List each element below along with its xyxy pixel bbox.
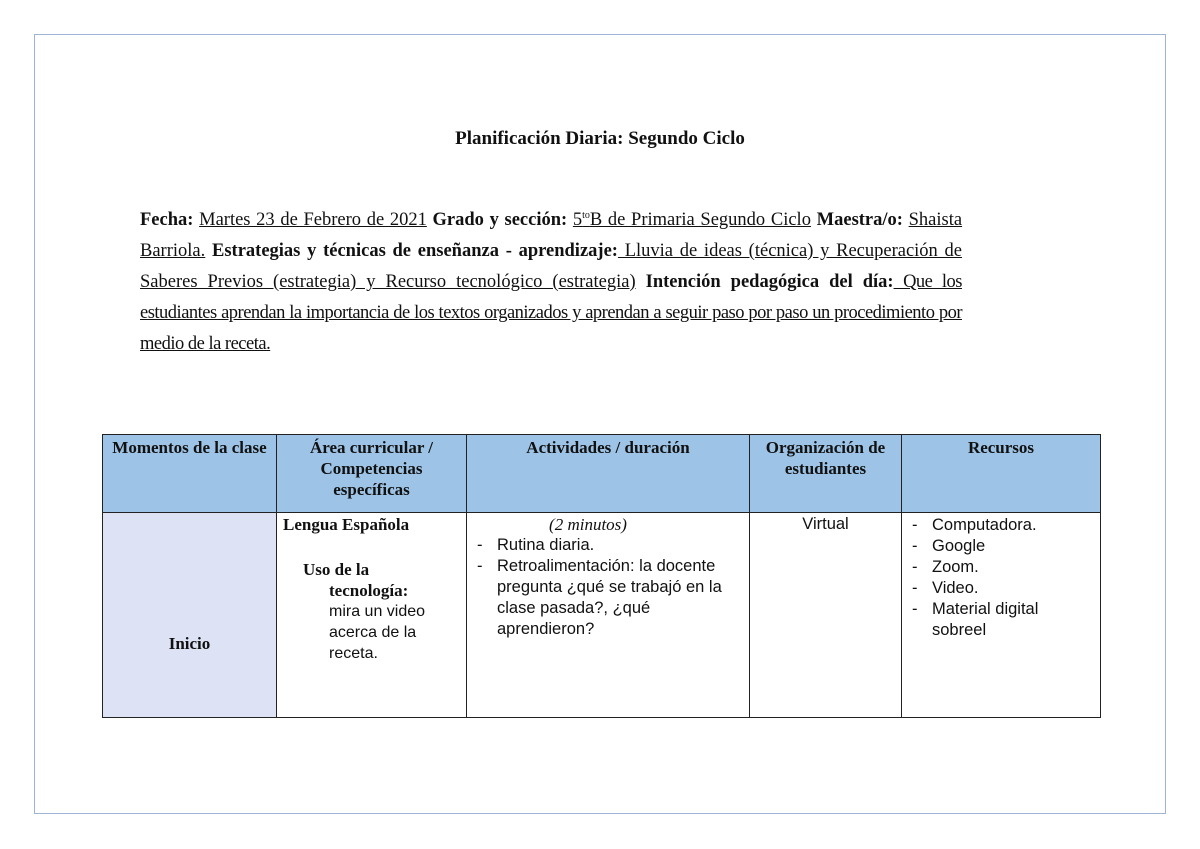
list-item: - Rutina diaria.	[473, 535, 743, 556]
organization-cell: Virtual	[750, 513, 902, 718]
area-sub-label-cont: tecnología:	[329, 581, 409, 600]
intencion-value: Que los estudiantes aprendan la importancia de los textos organizados y aprendan a seguir paso por paso un procedimiento por medio de la receta.	[140, 272, 962, 354]
header-organizacion: Organización de estudiantes	[750, 435, 902, 513]
area-subsection	[303, 559, 460, 664]
maestra-label: Maestra/o:	[816, 210, 903, 230]
header-recursos: Recursos	[902, 435, 1101, 513]
list-item: - Video.	[908, 578, 1094, 599]
page-title: Planificación Diaria: Segundo Ciclo	[455, 128, 745, 149]
estrategias-value: Lluvia de ideas (técnica) y Recuperación de Saberes Previos (estrategia) y Recurso tecnológico (estrategia)	[140, 241, 963, 292]
header-actividades: Actividades / duración	[467, 435, 750, 513]
maestra-value: Shaista Barriola.	[140, 210, 963, 261]
list-item: - Computadora.	[908, 515, 1094, 536]
fecha-value: Martes 23 de Febrero de 2021	[199, 210, 427, 230]
activities-cell	[467, 513, 750, 718]
list-item: - Retroalimentación: la docente pregunta ¿qué se trabajó en la clase pasada?, ¿qué aprendieron?	[473, 556, 743, 640]
header-paragraph	[140, 205, 962, 360]
moment-cell: Inicio	[103, 513, 277, 718]
header-momentos: Momentos de la clase	[103, 435, 277, 513]
fecha-label: Fecha:	[140, 210, 194, 230]
grado-rest: B de Primaria Segundo Ciclo	[589, 210, 811, 230]
area-sub-label: Uso de la	[303, 560, 370, 579]
header-area: Área curricular / Competencias específicas	[277, 435, 467, 513]
estrategias-label: Estrategias y técnicas de enseñanza - aprendizaje:	[212, 241, 618, 261]
grado-value	[573, 210, 811, 230]
area-description: mira un video acerca de la receta.	[329, 603, 426, 662]
activities-list	[473, 535, 743, 640]
grado-superscript: to	[582, 209, 590, 221]
list-item: - Google	[908, 536, 1094, 557]
grado-number: 5	[572, 210, 583, 230]
table-row	[103, 513, 1101, 718]
area-title: Lengua Española	[283, 515, 410, 534]
planning-table	[102, 434, 1101, 718]
duration: (2 minutos)	[549, 515, 627, 534]
resources-cell	[902, 513, 1101, 718]
resources-list	[908, 515, 1094, 641]
area-cell	[277, 513, 467, 718]
list-item: - Zoom.	[908, 557, 1094, 578]
grado-label: Grado y sección:	[432, 210, 568, 230]
intencion-label: Intención pedagógica del día:	[645, 272, 894, 292]
table-header-row	[103, 435, 1101, 513]
list-item: - Material digital sobreel	[908, 599, 1094, 641]
